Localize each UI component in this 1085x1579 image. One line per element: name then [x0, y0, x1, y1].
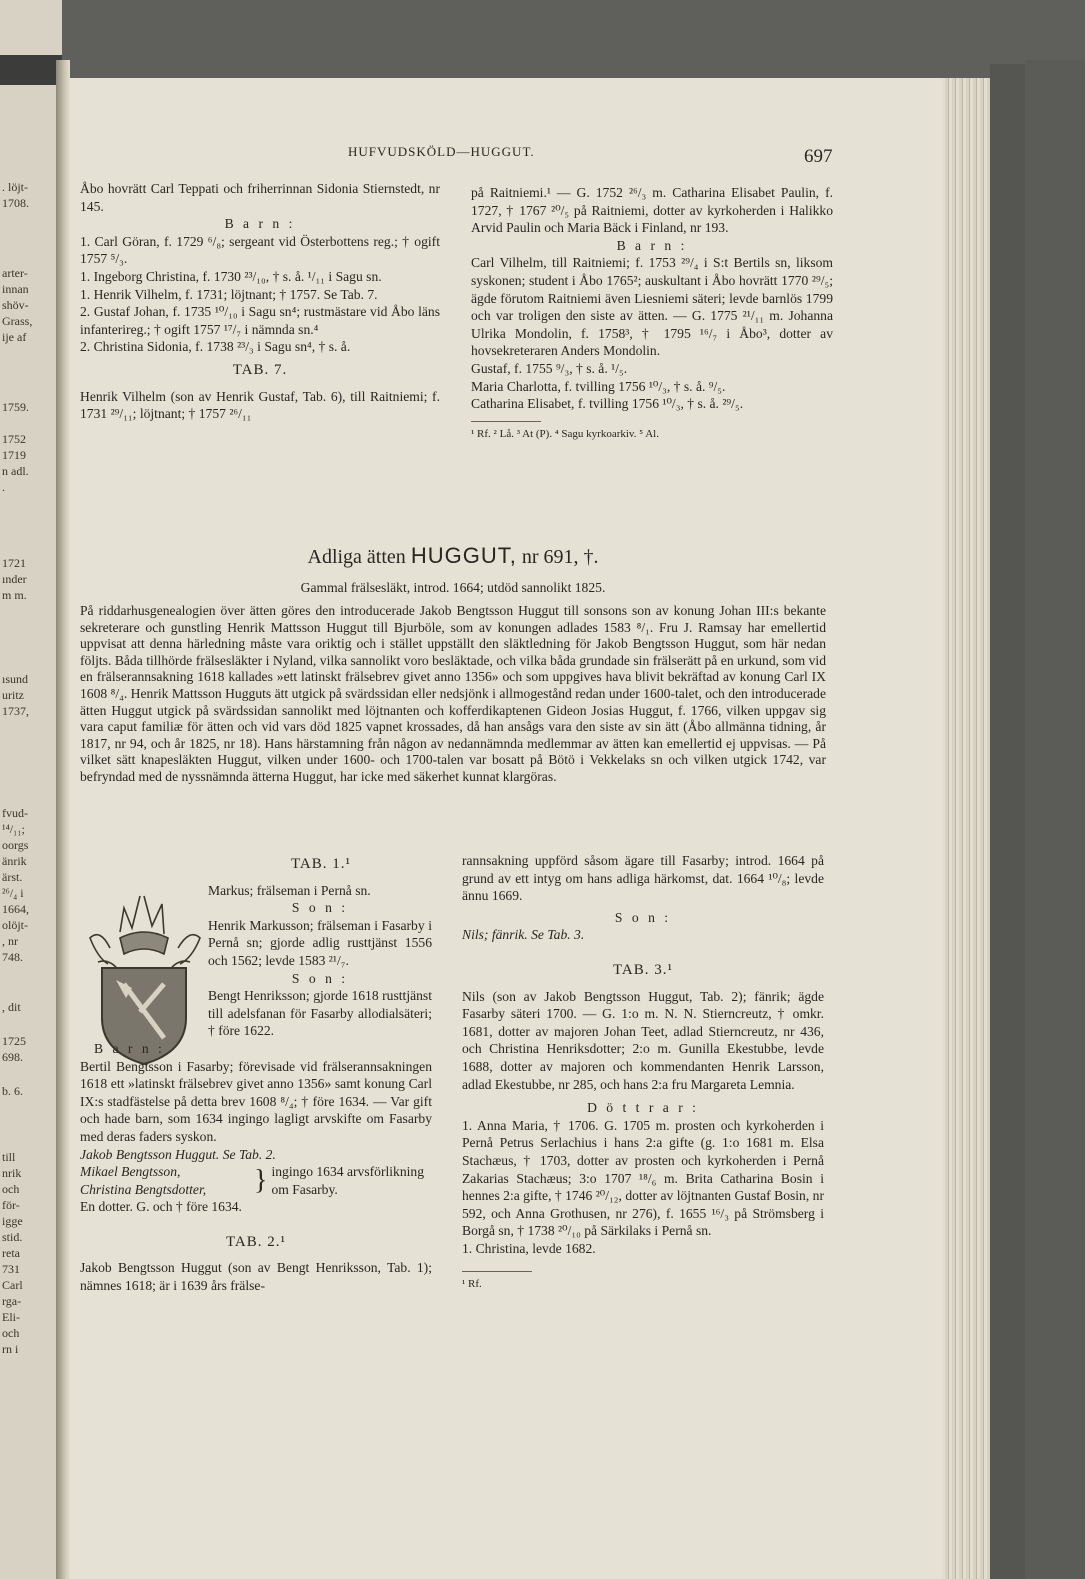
previous-page-line: n adl. — [2, 464, 29, 478]
entry: Nils; fänrik. Se Tab. 3. — [462, 927, 585, 943]
entry: rannsakning uppförd såsom ägare till Fasarby; introd. 1664 på grund av ett intyg om hans adliga härkomst, dat. 1664 ¹⁰/₈; levde ännu 1669. — [462, 853, 824, 904]
sibling-name: Mikael Bengtsson, — [80, 1164, 181, 1180]
previous-page-line: Eli- — [2, 1310, 20, 1324]
table-heading: TAB. 3.¹ — [612, 961, 674, 978]
previous-page-line: . — [2, 480, 5, 494]
footnote-rule — [462, 1271, 532, 1272]
entry: Markus; frälseman i Pernå sn. — [208, 882, 371, 898]
binding-strip — [0, 55, 62, 85]
previous-page-line: 1752 — [2, 432, 26, 446]
sibling-names — [80, 1163, 250, 1198]
section-label: B a r n : — [224, 216, 296, 232]
previous-page-line: Grass, — [2, 314, 33, 328]
previous-page-line: 748. — [2, 950, 23, 964]
previous-page-line: ²⁶/₄ i — [2, 886, 24, 900]
entry: 2. Christina Sidonia, f. 1738 ²³/₃ i Sagu sn⁴, † s. å. — [80, 339, 351, 355]
entry: Henrik Markusson; frälseman i Fasarby i Pernå sn; gjorde adlig rusttjänst 1556 och 1562; levde 1583 ²¹/₇. — [208, 917, 432, 968]
previous-page-edge — [0, 0, 62, 1579]
bottom-right-column — [462, 852, 824, 1294]
previous-page-line: shöv- — [2, 298, 29, 312]
intro-paragraph — [80, 603, 826, 786]
previous-page-line: 1725 — [2, 1034, 26, 1048]
previous-page-line: 731 — [2, 1262, 20, 1276]
previous-page-line: 1721 — [2, 556, 26, 570]
previous-page-line: 1737, — [2, 704, 29, 718]
previous-page-line: 1759. — [2, 400, 29, 414]
previous-page-line: rn i — [2, 1342, 19, 1356]
section-subtitle: Gammal frälsesläkt, introd. 1664; utdöd sannolikt 1825. — [300, 580, 606, 595]
section-title — [80, 543, 826, 569]
entry: Jakob Bengtsson Huggut (son av Bengt Henriksson, Tab. 1); nämnes 1618; är i 1639 års frälse- — [80, 1260, 432, 1294]
entry: 1. Carl Göran, f. 1729 ⁶/₈; sergeant vid Österbottens reg.; † ogift 1757 ⁵/₃. — [80, 233, 440, 267]
entry: Gustaf, f. 1755 ⁹/₃, † s. å. ¹/₅. — [471, 360, 628, 376]
previous-page-line: , dit — [2, 1000, 21, 1014]
page-number: 697 — [804, 146, 833, 167]
title-prefix: Adliga ätten — [307, 546, 406, 568]
section-label: B a r n : — [616, 237, 688, 253]
entry-group — [80, 1163, 432, 1198]
top-left-column — [80, 180, 440, 423]
previous-page-line: nrik — [2, 1166, 22, 1180]
section-label: B a r n : — [94, 1040, 165, 1056]
previous-page-line: 1664, — [2, 902, 29, 916]
paragraph: Åbo hovrätt Carl Teppati och friherrinnan Sidonia Stiernstedt, nr 145. — [80, 181, 440, 214]
page-edges-shadow — [990, 64, 1025, 1579]
previous-page-line: fvud- — [2, 806, 28, 820]
previous-page-line: , nr — [2, 934, 18, 948]
footnote: ¹ Rf. ² Lå. ³ At (P). ⁴ Sagu kyrkoarkiv. ⁵ Al. — [471, 427, 659, 440]
section-label: S o n : — [291, 970, 349, 986]
section-label: S o n : — [291, 900, 349, 916]
previous-page-line: till — [2, 1150, 16, 1164]
entry: Jakob Bengtsson Huggut. Se Tab. 2. — [80, 1146, 276, 1162]
entry: En dotter. G. och † före 1634. — [80, 1199, 242, 1215]
entry: Carl Vilhelm, till Raitniemi; f. 1753 ²⁹/₄ i S:t Bertils sn, liksom syskonen; student i Åbo 1765²; auskultant i Åbo hovrätt 1770 ²⁹/₅; ägde förutom Raitniemi även Liesniemi säteri; levde barnlös 1799 och var troligen den siste av ätten. — G. 1775 ²¹/₁₁ m. Johanna Ulrika Mondolin, f. 1758³, † 1795 ¹⁶/₇ i Åbo³, dotter av hovsekreteraren Anders Mondolin. — [471, 255, 833, 359]
previous-page-line: reta — [2, 1246, 20, 1260]
previous-page-line: stid. — [2, 1230, 23, 1244]
section-label: D ö t t r a r : — [587, 1100, 699, 1116]
top-right-column — [471, 184, 833, 443]
entry: 1. Christina, levde 1682. — [462, 1240, 596, 1256]
previous-page-line: arter- — [2, 266, 28, 280]
book-cover — [1025, 60, 1085, 1579]
bottom-left-column — [80, 850, 432, 1295]
previous-page-line: rga- — [2, 1294, 22, 1308]
previous-page-line: ärst. — [2, 870, 23, 884]
paragraph: på Raitniemi.¹ — G. 1752 ²⁶/₃ m. Catharina Elisabet Paulin, f. 1727, † 1767 ²⁰/₅ på Raitniemi, dotter av kyrkoherden i Halikko Arvid Paulin och Maria Bäck i Finland, nr 193. — [471, 185, 833, 236]
previous-page-line: ınder — [2, 572, 27, 586]
sibling-name: Christina Bengtsdotter, — [80, 1181, 207, 1197]
previous-page-line: och — [2, 1182, 20, 1196]
entry: Maria Charlotta, f. tvilling 1756 ¹⁰/₃, † s. å. ⁹/₅. — [471, 378, 726, 394]
previous-page-line: uritz — [2, 688, 24, 702]
entry: Henrik Vilhelm (son av Henrik Gustaf, Tab. 6), till Raitniemi; f. 1731 ²⁹/₁₁; löjtnant; † 1757 ²⁶/₁₁ — [80, 388, 440, 422]
previous-page-line: innan — [2, 282, 29, 296]
previous-page-line: 698. — [2, 1050, 23, 1064]
previous-page-line: änrik — [2, 854, 27, 868]
entry: Nils (son av Jakob Bengtsson Huggut, Tab. 2); fänrik; ägde Fasarby säteri 1700. — G. 1:o m. N. N. Stierncreutz, † omkr. 1681, dotter av majoren Johan Teet, adlad Stierncreutz, nr 436, och Christina Henriksdotter; 2:o m. Gunilla Ekestubbe, levde 1688, dotter av majoren och kommendanten Henrik Larsson, adlad Ekestubbe, nr 285, och hans 2:a fru Margareta Lemnia. — [462, 988, 824, 1092]
previous-page-line: m m. — [2, 588, 27, 602]
running-title: HUFVUDSKÖLD—HUGGUT. — [348, 144, 535, 159]
title-suffix: nr 691, †. — [521, 546, 599, 568]
entry: 1. Anna Maria, † 1706. G. 1705 m. prosten och kyrkoherden i Pernå Petrus Serlachius i hans 2:a gifte (g. 1:o 1681 m. Elsa Stachæus, † 1703, dotter av prosten och kyrkoherden i Pernå Zakarias Stachæus; 3:o 1707 ¹⁸/₆ m. Brita Catharina Bosin i hennes 2:a gifte, † 1746 ²⁰/₁₂, dotter av löjtnanten Gustaf Bosin, nr 592, och Anna Grothusen, nr 276), f. 1655 ¹⁶/₃ på Strömsberg i Borgå sn, † 1738 ²⁰/₁₀ på Särkilaks i Pernå sn. — [462, 1117, 824, 1239]
previous-page-line: ¹⁴/₁₁; — [2, 822, 25, 836]
previous-page-line: 1708. — [2, 196, 29, 210]
footnote: ¹ Rf. — [462, 1278, 482, 1291]
previous-page-line: ije af — [2, 330, 27, 344]
entry: Catharina Elisabet, f. tvilling 1756 ¹⁰/₃, † s. å. ²⁹/₅. — [471, 396, 744, 412]
entry: Bertil Bengtsson i Fasarby; förevisade vid frälserannsakningen 1618 ett »latinskt frälsebrev givet anno 1356» samt konung Carl IX:s stadfästelse på detta brev 1608 ⁸/₄; † före 1634. — Var gift och hade barn, som 1634 ingingo lagligt arvskifte om Fasarby med deras faders syskon. — [80, 1058, 432, 1144]
brace-icon: } — [254, 1164, 268, 1196]
previous-page-line: för- — [2, 1198, 20, 1212]
family-name: HUGGUT, — [410, 543, 517, 568]
previous-page-line: 1719 — [2, 448, 26, 462]
entry: 1. Ingeborg Christina, f. 1730 ²³/₁₀, † s. å. ¹/₁₁ i Sagu sn. — [80, 268, 382, 284]
previous-page-line: ısund — [2, 672, 29, 686]
table-heading: TAB. 2.¹ — [225, 1233, 287, 1250]
entry: Bengt Henriksson; gjorde 1618 rusttjänst till adelsfanan för Fasarby allodialsäteri; † före 1622. — [208, 988, 432, 1039]
intro-text: På riddarhusgenealogien över ätten göres den introducerade Jakob Bengtsson Huggut till sonsons son av konung Johan III:s bekante sekreterare och gunstling Henrik Mattsson Huggut till Bjurböle, som av konungen adlades 1583 ⁸/₁. Fru J. Ramsay har emellertid uppvisat att denna härledning måste vara oriktig och i stället uppställt den släktledning för Jakob Bengtsson Huggut, som här nedan följts. Båda tillhörde frälsesläkter i Nyland, vilka sannolikt voro besläktade, och vilka båda grundade sin frälserätt på en urkund, som vid en frälserannsakning 1618 kallades »ett latinskt frälsebrev givet anno 1356» och som uppgives hava blivit bekräftad av konung Carl IX 1608 ⁸/₄. Henrik Mattsson Hugguts ätt utgick på svärdssidan eller nedsjönk i allmogestånd redan under 1600-talet, och den introducerade ätten Huggut utgick på svärdssidan sannolikt med löjtnanten och kofferdikaptenen Gideon Josias Huggut, f. 1766, vilken uppgav sig vara caput familiæ för ätten och vid vars död 1825 vapnet krossades, då han ansågs vara den siste av sin ätt (Åbo allmänna tidning, år 1817, nr 94, och år 1825, nr 18). Hans härstamning från någon av nedannämnda medlemmar av ätten kan emellertid ej uppvisas. — På vilket sätt knapesläkten Huggut, vilken under 1600- och 1700-talen var bosatt på Bötö i Vekkelaks sn och vilken utgick 1742, var befryndad med de nyssnämnda ätterna Huggut, har icke med säkerhet kunnat klargöras. — [80, 603, 826, 784]
section-label: S o n : — [614, 909, 672, 925]
entry: 1. Henrik Vilhelm, f. 1731; löjtnant; † 1757. Se Tab. 7. — [80, 286, 378, 302]
footnote-rule — [471, 421, 541, 422]
entry: 2. Gustaf Johan, f. 1735 ¹⁰/₁₀ i Sagu sn⁴; rustmästare vid Åbo läns infanterireg.; † ogift 1757 ¹⁷/₇ i nämnda sn.⁴ — [80, 304, 440, 337]
previous-page-line: och — [2, 1326, 20, 1340]
previous-page-line: b. 6. — [2, 1084, 23, 1098]
tab1-ancestors — [208, 882, 432, 1040]
book-gutter — [56, 60, 70, 1579]
entry: ingingo 1634 arvsförlikning om Fasarby. — [271, 1164, 424, 1197]
table-heading: TAB. 1.¹ — [290, 856, 352, 872]
previous-page-line: oorgs — [2, 838, 29, 852]
previous-page-line: Carl — [2, 1278, 23, 1292]
previous-page-line: olöjt- — [2, 918, 28, 932]
previous-page-line: igge — [2, 1214, 23, 1228]
table-heading: TAB. 7. — [232, 361, 288, 378]
previous-page-line: . löjt- — [2, 180, 28, 194]
